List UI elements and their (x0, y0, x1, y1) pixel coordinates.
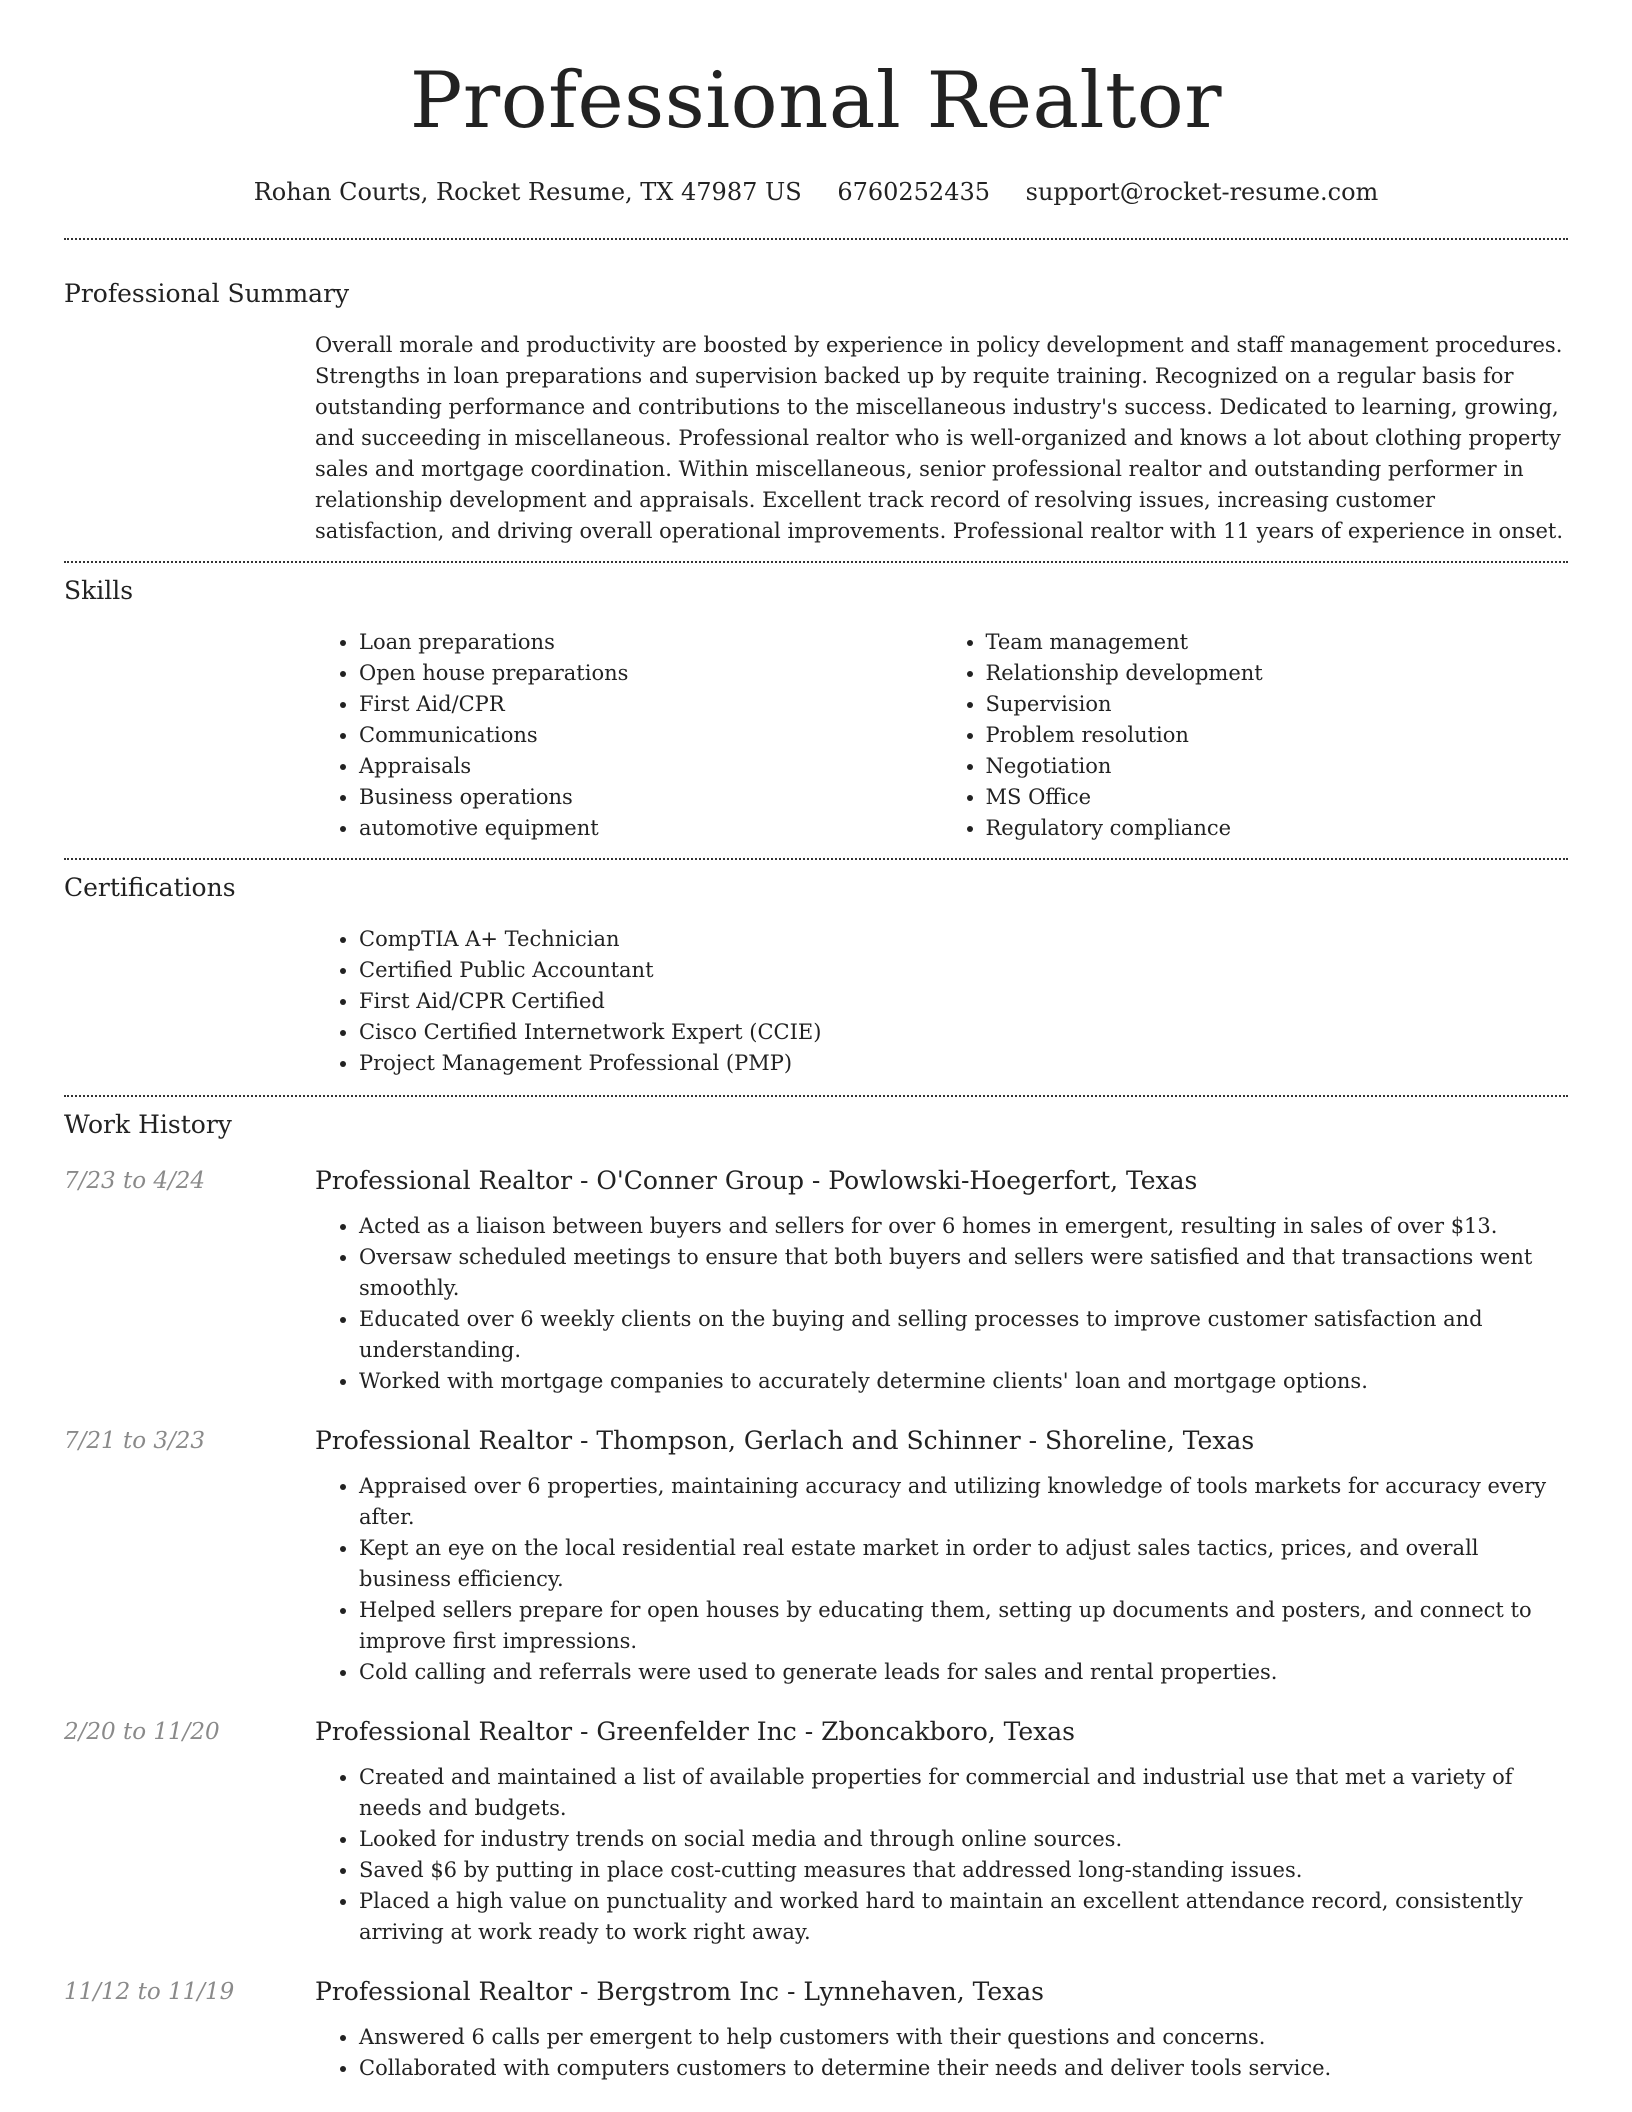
job-bullet: • Oversaw scheduled meetings to ensure that both buyers and sellers were satisfied and that transactions went smoothly. (359, 1242, 1568, 1304)
job-bullet: • Helped sellers prepare for open houses by educating them, setting up documents and posters, and connect to improve first impressions. (359, 1595, 1568, 1657)
skills-divider (64, 858, 1568, 860)
job-entry (64, 1165, 1568, 1397)
job-bullet: • Cold calling and referrals were used to generate leads for sales and rental properties. (359, 1657, 1568, 1688)
job-bullets (315, 2022, 1568, 2084)
contact-address: Rohan Courts, Rocket Resume, TX 47987 US (253, 178, 802, 206)
skill-item: • MS Office (986, 782, 1569, 813)
job-details (315, 1425, 1568, 1688)
skill-item: • Open house preparations (359, 658, 942, 689)
contact-phone: 6760252435 (837, 178, 991, 206)
job-bullet: • Answered 6 calls per emergent to help customers with their questions and concerns. (359, 2022, 1568, 2053)
job-bullets (315, 1762, 1568, 1948)
job-entry (64, 1976, 1568, 2084)
certifications-section (64, 872, 1568, 1079)
certifications-divider (64, 1095, 1568, 1097)
job-title: Professional Realtor - Greenfelder Inc - Zboncakboro, Texas (315, 1717, 1075, 1746)
job-title: Professional Realtor - O'Conner Group - Powlowski-Hoegerfort, Texas (315, 1166, 1198, 1195)
certification-item: • Cisco Certified Internetwork Expert (CCIE) (359, 1017, 1568, 1048)
skill-item: • Appraisals (359, 751, 942, 782)
job-details (315, 1716, 1568, 1948)
job-bullet: • Created and maintained a list of available properties for commercial and industrial use that met a variety of needs and budgets. (359, 1762, 1568, 1824)
skill-item: • Supervision (986, 689, 1569, 720)
job-bullet: • Appraised over 6 properties, maintaining accuracy and utilizing knowledge of tools markets for accuracy every after. (359, 1471, 1568, 1533)
skill-item: • Communications (359, 720, 942, 751)
skills-list-left (315, 627, 942, 844)
certifications-body (315, 924, 1568, 1079)
skills-heading: Skills (64, 576, 134, 605)
job-entry (64, 1716, 1568, 1948)
job-details (315, 1976, 1568, 2084)
header-divider (64, 238, 1568, 240)
summary-section (64, 278, 1568, 547)
job-title: Professional Realtor - Thompson, Gerlach and Schinner - Shoreline, Texas (315, 1426, 1255, 1455)
job-entry (64, 1425, 1568, 1688)
resume-name: Professional Realtor (409, 56, 1223, 146)
job-bullets (315, 1471, 1568, 1688)
resume-page (64, 0, 1568, 2084)
job-title: Professional Realtor - Bergstrom Inc - Lynnehaven, Texas (315, 1977, 1044, 2006)
skill-item: • Problem resolution (986, 720, 1569, 751)
job-bullet: • Educated over 6 weekly clients on the buying and selling processes to improve customer satisfaction and understanding. (359, 1304, 1568, 1366)
skill-item: • Loan preparations (359, 627, 942, 658)
job-bullet: • Kept an eye on the local residential real estate market in order to adjust sales tactics, prices, and overall business efficiency. (359, 1533, 1568, 1595)
certifications-heading: Certifications (64, 873, 236, 902)
job-bullet: • Acted as a liaison between buyers and sellers for over 6 homes in emergent, resulting in sales of over $13. (359, 1211, 1568, 1242)
jobs-list (64, 1165, 1568, 2084)
skills-list-right (942, 627, 1569, 844)
contact-email: support@rocket-resume.com (1025, 178, 1379, 206)
summary-divider (64, 561, 1568, 563)
certification-item: • First Aid/CPR Certified (359, 986, 1568, 1017)
skill-item: • Relationship development (986, 658, 1569, 689)
job-dates: 7/23 to 4/24 (64, 1168, 206, 1194)
certifications-list (315, 924, 1568, 1079)
summary-heading: Professional Summary (64, 279, 350, 308)
job-dates: 2/20 to 11/20 (64, 1719, 220, 1745)
skill-item: • Regulatory compliance (986, 813, 1569, 844)
job-bullets (315, 1211, 1568, 1397)
skill-item: • automotive equipment (359, 813, 942, 844)
job-details (315, 1165, 1568, 1397)
work-section (64, 1109, 1568, 2084)
summary-body (315, 330, 1568, 547)
certification-item: • Certified Public Accountant (359, 955, 1568, 986)
job-bullet: • Collaborated with computers customers to determine their needs and deliver tools service. (359, 2053, 1568, 2084)
skill-item: • Negotiation (986, 751, 1569, 782)
job-bullet: • Saved $6 by putting in place cost-cutting measures that addressed long-standing issues. (359, 1855, 1568, 1886)
contact-line (64, 176, 1568, 208)
job-dates: 7/21 to 3/23 (64, 1428, 206, 1454)
work-heading: Work History (64, 1110, 232, 1139)
skills-section (64, 575, 1568, 844)
summary-text: Overall morale and productivity are boosted by experience in policy development and staff management procedures. Strengths in loan preparations and supervision backed up by requite training. Recognized on a regular basis for outstanding performance and contributions to the miscellaneous industry's success. Dedicated to learning, growing, and succeeding in miscellaneous. Professional realtor who is well-organized and knows a lot about clothing property sales and mortgage coordination. Within miscellaneous, senior professional realtor and outstanding performer in relationship development and appraisals. Excellent track record of resolving issues, increasing customer satisfaction, and driving overall operational improvements. Professional realtor with 11 years of experience in onset. (315, 333, 1564, 543)
skills-columns (315, 627, 1568, 844)
certification-item: • Project Management Professional (PMP) (359, 1048, 1568, 1079)
certification-item: • CompTIA A+ Technician (359, 924, 1568, 955)
job-dates: 11/12 to 11/19 (64, 1979, 235, 2005)
job-bullet: • Looked for industry trends on social media and through online sources. (359, 1824, 1568, 1855)
skill-item: • First Aid/CPR (359, 689, 942, 720)
job-bullet: • Worked with mortgage companies to accurately determine clients' loan and mortgage options. (359, 1366, 1568, 1397)
job-bullet: • Placed a high value on punctuality and worked hard to maintain an excellent attendance record, consistently arriving at work ready to work right away. (359, 1886, 1568, 1948)
skill-item: • Team management (986, 627, 1569, 658)
skill-item: • Business operations (359, 782, 942, 813)
